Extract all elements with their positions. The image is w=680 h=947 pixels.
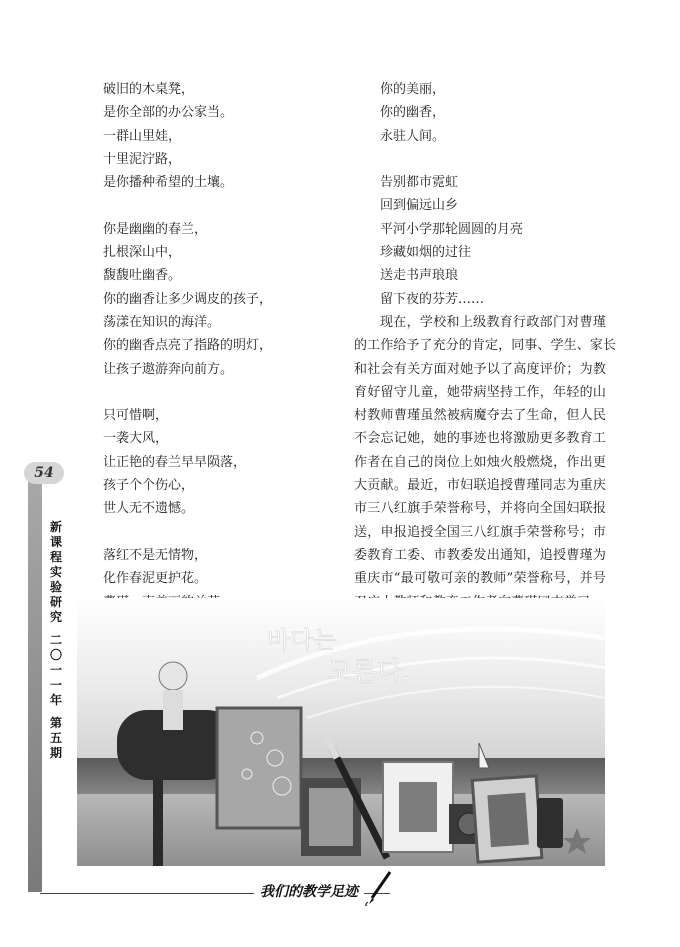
poem-line: 是你播种希望的土壤。 xyxy=(103,175,234,191)
side-label-char: 二 xyxy=(49,633,62,647)
poem-line: 破旧的木桌凳， xyxy=(103,82,195,97)
poem-line: 只可惜啊， xyxy=(103,408,169,424)
poem-line: 平河小学那轮圆圆的月亮 xyxy=(380,221,524,237)
left-column xyxy=(103,78,343,614)
side-label-char: 一 xyxy=(49,663,62,677)
side-label-char: 新 xyxy=(49,520,62,534)
poem-line: 一群山里娃， xyxy=(103,128,182,144)
side-label-char: 验 xyxy=(49,580,62,594)
side-label-char: 期 xyxy=(49,746,62,760)
poem-line: 世人无不遗憾。 xyxy=(103,501,195,517)
pen-icon xyxy=(364,870,394,906)
poem-line: 是你全部的办公家当。 xyxy=(103,105,234,121)
side-label-char: 研 xyxy=(49,595,62,609)
poem-line: 十里泥泞路， xyxy=(103,151,182,167)
poem-line: 告别都市霓虹 xyxy=(380,175,459,191)
right-prose xyxy=(354,311,617,614)
prose-line: 和社会有关方面对她予以了高度评价；为教 xyxy=(354,361,606,377)
stanza-gap xyxy=(103,381,343,404)
right-column xyxy=(354,78,617,614)
photo-overlay-line1: 바다는 xyxy=(267,626,337,654)
poem-line: 馥馥吐幽香。 xyxy=(103,268,182,284)
prose-line: 送，申报追授全国三八红旗手荣誉称号；市 xyxy=(354,524,606,540)
photo-overlay-line2: 모른다. xyxy=(327,657,411,687)
poem-line: 珍藏如烟的过往 xyxy=(380,245,472,261)
side-label-char: 程 xyxy=(49,550,62,564)
side-label-char: 年 xyxy=(49,693,62,707)
stanza-gap xyxy=(103,194,343,217)
prose-line: 现在，学校和上级教育行政部门对曹瑾 xyxy=(380,314,606,330)
prose-line: 村教师曹瑾虽然被病魔夺去了生命，但人民 xyxy=(354,408,606,424)
prose-line: 的工作给予了充分的肯定，同事、学生、家长 xyxy=(354,338,617,354)
side-label-char: 一 xyxy=(49,678,62,692)
prose-line: 市三八红旗手荣誉称号，并将向全国妇联报 xyxy=(354,501,606,517)
stanza-gap xyxy=(103,521,343,544)
prose-line: 重庆市“最可敬可亲的教师”荣誉称号，并号 xyxy=(354,571,606,587)
poem-line: 化作春泥更护花。 xyxy=(103,571,208,587)
footer-title: 我们的教学足迹 xyxy=(254,881,364,901)
page-number-badge xyxy=(24,462,64,484)
stanza-gap xyxy=(354,148,606,171)
side-label-char: 五 xyxy=(49,731,62,745)
side-label-char xyxy=(48,625,64,633)
poem-line: 你的幽香， xyxy=(380,105,446,121)
side-label-char: 实 xyxy=(49,565,62,579)
poem-line: 让正艳的春兰早早陨落， xyxy=(103,454,247,470)
poem-line: 你的幽香让多少调皮的孩子， xyxy=(103,291,273,307)
side-label-char: 〇 xyxy=(49,648,62,662)
collage-image xyxy=(77,598,605,866)
page-number: 54 xyxy=(34,465,54,481)
poem-line: 荡漾在知识的海洋。 xyxy=(103,314,221,330)
poem-line: 留下夜的芬芳…… xyxy=(380,291,485,307)
poem-line: 孩子个个伤心， xyxy=(103,478,195,494)
poem-line: 你的幽香点亮了指路的明灯， xyxy=(103,338,273,354)
prose-line: 育好留守儿童，她带病坚持工作，年轻的山 xyxy=(354,384,606,400)
prose-line: 不会忘记她，她的事迹也将激励更多教育工 xyxy=(354,431,606,447)
poem-line: 扎根深山中， xyxy=(103,245,182,261)
side-label-char: 第 xyxy=(49,716,62,730)
prose-line: 作者在自己的岗位上如烛火般燃烧，作出更 xyxy=(354,454,606,470)
poem-line: 回到偏远山乡 xyxy=(380,198,459,214)
poem-line: 一袭大风， xyxy=(103,431,169,447)
poem-line: 送走书声琅琅 xyxy=(380,268,459,284)
side-bar xyxy=(28,472,42,892)
poem-line: 你是幽幽的春兰， xyxy=(103,221,208,237)
poem-line: 落红不是无情物， xyxy=(103,547,208,563)
journal-side-label xyxy=(48,520,64,761)
side-label-char: 课 xyxy=(49,535,62,549)
poem-line: 你的美丽， xyxy=(380,82,446,97)
prose-line: 大贡献。最近，市妇联追授曹瑾同志为重庆 xyxy=(354,478,606,494)
prose-line: 委教育工委、市教委发出通知，追授曹瑾为 xyxy=(354,547,606,563)
poem-line: 让孩子遨游奔向前方。 xyxy=(103,361,234,377)
poem-line: 永驻人间。 xyxy=(380,128,446,144)
right-poem xyxy=(354,78,606,311)
side-label-char: 究 xyxy=(49,610,62,624)
side-label-char xyxy=(48,708,64,716)
